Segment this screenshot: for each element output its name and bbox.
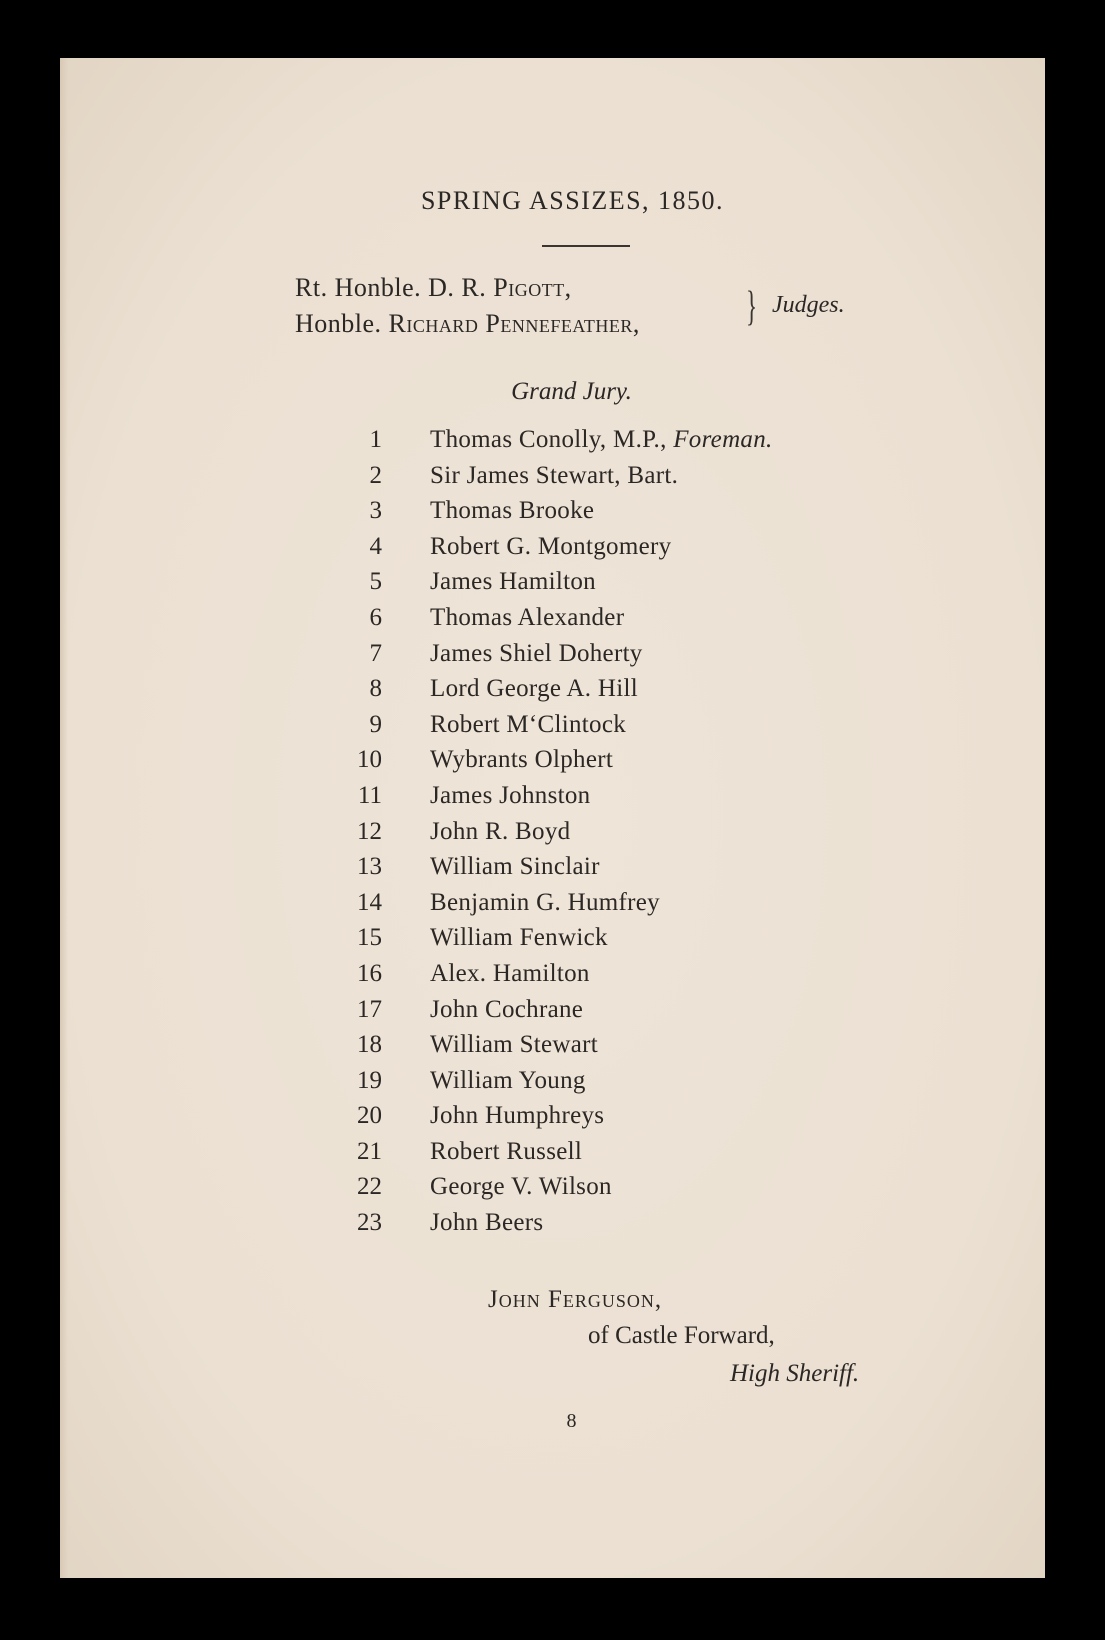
juror-name: [430, 675, 638, 703]
judge-1-name: Pigott,: [493, 273, 572, 302]
juror-number: 12: [357, 817, 382, 845]
juror-row: [60, 426, 1045, 462]
grand-jury-list: [60, 426, 1045, 1245]
judges-brace: }: [746, 284, 758, 330]
juror-row: [60, 1067, 1045, 1103]
judge-1-prefix: Rt. Honble. D. R.: [295, 273, 494, 302]
juror-row: [60, 1209, 1045, 1245]
juror-row: [60, 568, 1045, 604]
juror-number: 1: [369, 426, 382, 453]
juror-row: [60, 996, 1045, 1032]
juror-name: [430, 746, 613, 774]
juror-name-text: Lord George A. Hill: [430, 675, 638, 703]
juror-number: 18: [357, 1031, 382, 1059]
juror-row: [60, 462, 1045, 498]
juror-row: [60, 853, 1045, 889]
juror-name: [430, 924, 608, 952]
juror-name: [430, 1138, 582, 1166]
sheriff-place: of Castle Forward,: [588, 1322, 775, 1349]
juror-name: [430, 497, 594, 525]
juror-name: [430, 782, 590, 810]
juror-number: 11: [357, 781, 382, 809]
juror-row: [60, 889, 1045, 925]
juror-number: 5: [369, 568, 382, 596]
juror-number: 19: [357, 1066, 382, 1094]
juror-name: [430, 640, 643, 668]
juror-name: [430, 568, 596, 596]
juror-name: [430, 853, 600, 881]
juror-name: [430, 426, 773, 454]
juror-number: 7: [369, 639, 382, 667]
juror-row: [60, 782, 1045, 818]
juror-row: [60, 960, 1045, 996]
juror-name: [430, 604, 624, 632]
juror-number: 10: [357, 746, 382, 774]
juror-name-text: Robert G. Montgomery: [430, 532, 672, 560]
juror-name-text: William Stewart: [430, 1031, 599, 1059]
juror-name-text: Thomas Brooke: [430, 497, 595, 525]
juror-number: 22: [357, 1173, 382, 1201]
juror-row: [60, 1173, 1045, 1209]
juror-name-text: James Johnston: [430, 781, 591, 809]
juror-row: [60, 533, 1045, 569]
juror-row: [60, 711, 1045, 747]
juror-row: [60, 924, 1045, 960]
juror-name-text: William Young: [430, 1066, 586, 1094]
juror-name: [430, 1102, 604, 1130]
juror-name: [430, 889, 660, 917]
judge-line-1: [295, 273, 572, 303]
juror-number: 13: [357, 853, 382, 881]
juror-row: [60, 497, 1045, 533]
juror-number: 9: [369, 710, 382, 738]
juror-row: [60, 746, 1045, 782]
juror-number: 8: [369, 675, 382, 703]
juror-number: 17: [357, 995, 382, 1023]
juror-name-text: James Shiel Doherty: [430, 639, 643, 667]
juror-name-text: Robert Russell: [430, 1137, 583, 1165]
juror-name-text: Sir James Stewart, Bart.: [430, 461, 679, 489]
juror-name: [430, 1031, 598, 1059]
juror-name-text: Thomas Conolly, M.P.,: [430, 426, 674, 453]
juror-name: [430, 996, 583, 1024]
juror-name-text: John R. Boyd: [430, 817, 571, 845]
page-number: 8: [566, 1410, 577, 1432]
juror-row: [60, 675, 1045, 711]
juror-number: 3: [369, 497, 382, 525]
grand-jury-heading: Grand Jury.: [511, 378, 632, 405]
title-rule: [542, 245, 630, 247]
juror-name: [430, 1173, 612, 1201]
juror-name-text: Wybrants Olphert: [430, 746, 614, 774]
juror-row: [60, 1102, 1045, 1138]
juror-number: 20: [357, 1102, 382, 1130]
juror-name: [430, 1209, 543, 1237]
judge-2-prefix: Honble.: [295, 309, 389, 338]
juror-number: 14: [357, 888, 382, 916]
document-page: [60, 58, 1045, 1578]
juror-row: [60, 640, 1045, 676]
juror-name-text: Robert M‘Clintock: [430, 710, 627, 738]
juror-number: 15: [357, 924, 382, 952]
page-title: SPRING ASSIZES, 1850.: [420, 186, 725, 215]
juror-number: 2: [369, 461, 382, 489]
juror-name: [430, 1067, 586, 1095]
juror-number: 4: [369, 532, 382, 560]
juror-name-text: John Humphreys: [430, 1102, 605, 1130]
juror-name-text: John Beers: [430, 1209, 544, 1237]
judge-2-name: Richard Pennefeather,: [388, 309, 640, 338]
juror-name-text: Benjamin G. Humfrey: [430, 888, 660, 916]
sheriff-name: John Ferguson,: [488, 1286, 663, 1313]
juror-number: 6: [369, 603, 382, 631]
juror-row: [60, 604, 1045, 640]
juror-row: [60, 818, 1045, 854]
juror-name-text: James Hamilton: [430, 568, 596, 596]
juror-number: 21: [357, 1137, 382, 1165]
juror-name-text: Alex. Hamilton: [430, 959, 590, 987]
juror-role: Foreman.: [673, 426, 773, 453]
judges-label: Judges.: [772, 292, 845, 318]
juror-name-text: Thomas Alexander: [430, 603, 625, 631]
juror-row: [60, 1138, 1045, 1174]
juror-number: 23: [357, 1209, 382, 1237]
juror-number: 16: [357, 959, 382, 987]
juror-name: [430, 960, 590, 988]
juror-name-text: George V. Wilson: [430, 1173, 612, 1201]
juror-name: [430, 711, 626, 739]
sheriff-title: High Sheriff.: [730, 1360, 860, 1387]
juror-row: [60, 1031, 1045, 1067]
juror-name: [430, 818, 570, 846]
juror-name-text: William Fenwick: [430, 924, 608, 952]
juror-name: [430, 462, 678, 490]
juror-name-text: John Cochrane: [430, 995, 584, 1023]
juror-name-text: William Sinclair: [430, 853, 600, 881]
juror-name: [430, 533, 671, 561]
judge-line-2: [295, 309, 640, 339]
